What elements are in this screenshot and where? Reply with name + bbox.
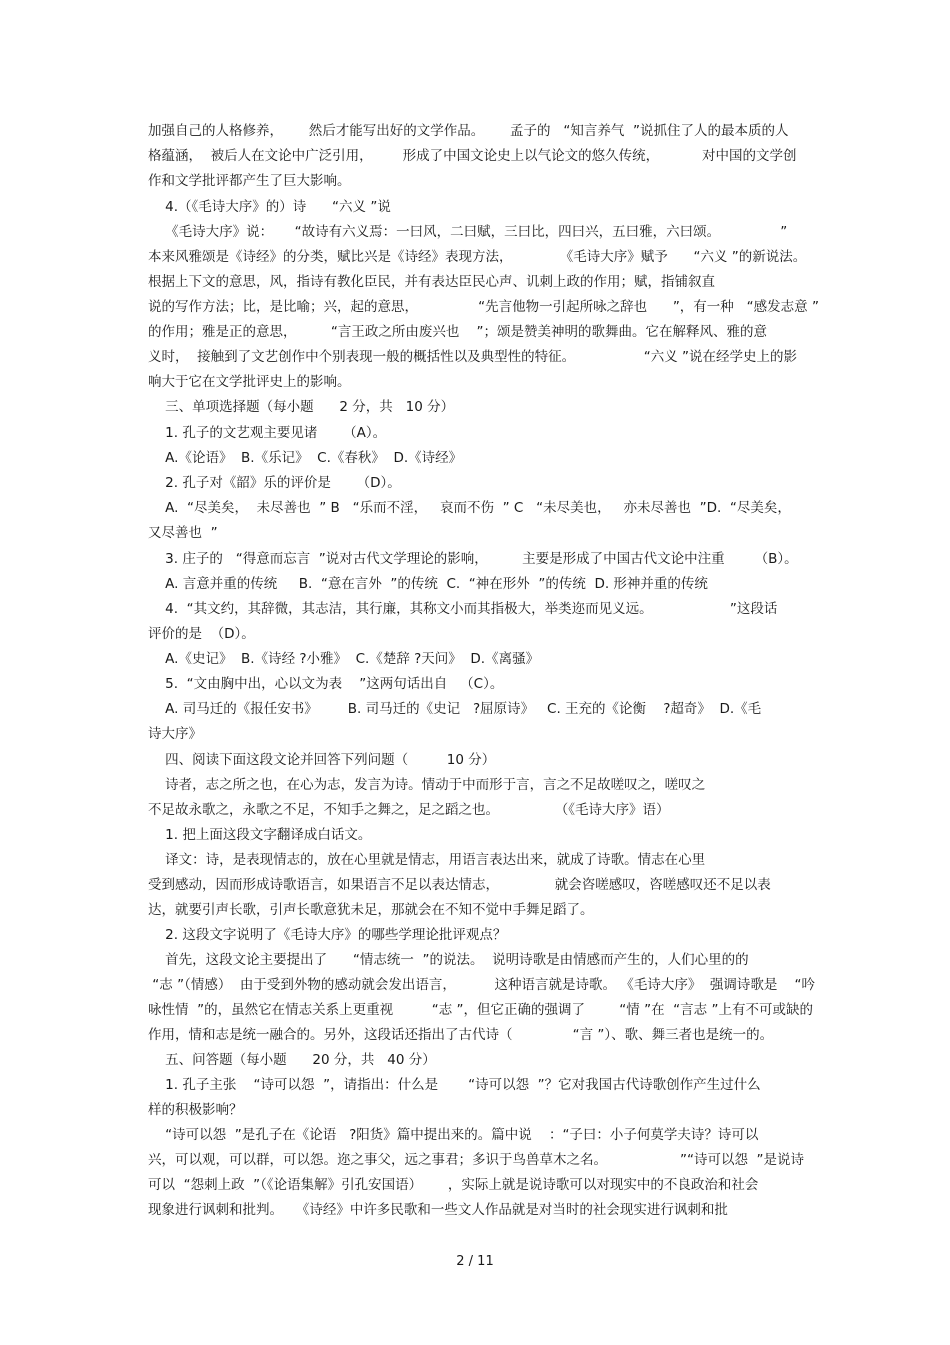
text-line: 本来风雅颂是《诗经》的分类，赋比兴是《诗经》表现方法， 《毛诗大序》赋予 “六义 ”的新说法。 [148, 249, 807, 265]
text-line: 诗大序》 [148, 726, 202, 742]
text-line: 4.（《毛诗大序》的）诗 “六义 ”说 [148, 199, 391, 215]
text-line: 1. 孔子主张 “诗可以怨 ”，请指出：什么是 “诗可以怨 ”？它对我国古代诗歌创作产生过什么 [148, 1077, 761, 1093]
text-line: 四、阅读下面这段文论并回答下列问题（ 10 分） [148, 752, 496, 768]
text-line: 根据上下文的意思，风，指诗有教化臣民，并有表达臣民心声、讥刺上政的作用；赋，指铺叙直 [148, 274, 715, 290]
text-line: 又尽善也 ” [148, 525, 218, 541]
text-line: 评价的是 （D）。 [148, 626, 255, 642]
text-line: 格蕴涵， 被后人在文论中广泛引用， 形成了中国文论史上以气论文的悠久传统， 对中国的文学创 [148, 148, 797, 164]
text-line: 受到感动，因而形成诗歌语言，如果语言不足以表达情志， 就会咨嗟感叹，咨嗟感叹还不足以表 [148, 877, 771, 893]
text-line: 响大于它在文学批评史上的影响。 [148, 374, 351, 390]
text-line: A. “尽美矣， 未尽善也 ” B “乐而不淫， 哀而不伤 ” C “未尽美也， 亦未尽善也 ”D. “尽美矣， [148, 500, 791, 516]
text-line: 1. 孔子的文艺观主要见诸 （A）。 [148, 425, 387, 441]
text-line: 现象进行讽刺和批判。 《诗经》中许多民歌和一些文人作品就是对当时的社会现实进行讽刺和批 [148, 1202, 728, 1218]
text-line: 作和文学批评都产生了巨大影响。 [148, 173, 351, 189]
text-line: 1. 把上面这段文字翻译成白话文。 [148, 827, 372, 843]
page-number: 2 / 11 [456, 1254, 494, 1269]
text-line: 样的积极影响？ [148, 1102, 243, 1118]
text-line: A.《史记》 B.《诗经 ?小雅》 C.《楚辞 ?天问》 D.《离骚》 [148, 651, 540, 667]
text-line: 4. “其文约，其辞微，其志洁，其行廉，其称文小而其指极大，举类迩而见义远。 ”这段话 [148, 601, 778, 617]
text-line: 《毛诗大序》说： “故诗有六义焉：一曰风，二曰赋，三曰比，四曰兴，五曰雅，六曰颂。 ” [148, 224, 788, 240]
text-line: 五、问答题（每小题 20 分，共 40 分） [148, 1052, 436, 1068]
text-line: 2. 这段文字说明了《毛诗大序》的哪些学理论批评观点？ [148, 927, 507, 943]
text-line: 译文：诗，是表现情志的，放在心里就是情志，用语言表达出来，就成了诗歌。情志在心里 [148, 852, 706, 868]
text-line: 3. 庄子的 “得意而忘言 ”说对古代文学理论的影响， 主要是形成了中国古代文论中注重 （B）。 [148, 551, 798, 567]
text-line: A. 司马迁的《报任安书》 B. 司马迁的《史记 ?屈原诗》 C. 王充的《论衡 ?超奇》 D.《毛 [148, 701, 762, 717]
text-line: “诗可以怨 ”是孔子在《论语 ?阳货》篇中提出来的。篇中说 ：“子曰：小子何莫学夫诗？诗可以 [148, 1127, 759, 1143]
text-line: 首先，这段文论主要提出了 “情志统一 ”的说法。 说明诗歌是由情感而产生的，人们心里的的 [148, 952, 749, 968]
text-line: A. 言意并重的传统 B. “意在言外 ”的传统 C. “神在形外 ”的传统 D. 形神并重的传统 [148, 576, 708, 592]
text-line: 的作用；雅是正的意思， “言王政之所由废兴也 ”；颂是赞美神明的歌舞曲。它在解释风、雅的意 [148, 324, 767, 340]
text-line: “志 ”（情感） 由于受到外物的感动就会发出语言， 这种语言就是诗歌。 《毛诗大序》 强调诗歌是 “吟 [148, 977, 816, 993]
text-line: 咏性情 ”的，虽然它在情志关系上更重视 “志 ”，但它正确的强调了 “情 ”在 “言志 ”上有不可或缺的 [148, 1002, 813, 1018]
text-line: 5. “文由胸中出，心以文为表 ”这两句话出自 （C）。 [148, 676, 504, 692]
text-line: 义时， 接触到了文艺创作中个别表现一般的概括性以及典型性的特征。 “六义 ”说在经学史上的影 [148, 349, 798, 365]
text-line: 加强自己的人格修养， 然后才能写出好的文学作品。 孟子的 “知言养气 ”说抓住了人的最本质的人 [148, 123, 789, 139]
text-line: 兴，可以观，可以群，可以怨。迩之事父，远之事君；多识于鸟兽草木之名。 ”“诗可以怨 ”是说诗 [148, 1152, 805, 1168]
text-line: A.《论语》 B.《乐记》 C.《春秋》 D.《诗经》 [148, 450, 463, 466]
text-line: 2. 孔子对《韶》乐的评价是 （D）。 [148, 475, 401, 491]
text-line: 三、单项选择题（每小题 2 分，共 10 分） [148, 399, 455, 415]
text-line: 可以 “怨刺上政 ”（《论语集解》引孔安国语） ，实际上就是说诗歌可以对现实中的不良政治和社会 [148, 1177, 759, 1193]
text-line: 诗者，志之所之也，在心为志，发言为诗。情动于中而形于言，言之不足故嗟叹之，嗟叹之 [148, 777, 706, 793]
text-line: 作用，情和志是统一融合的。另外，这段话还指出了古代诗（ “言 ”）、歌、舞三者也是统一的。 [148, 1027, 774, 1043]
text-line: 说的写作方法；比，是比喻；兴，起的意思， “先言他物一引起所咏之辞也 ”，有一种 “感发志意 ” [148, 299, 819, 315]
text-line: 达，就要引声长歌，引声长歌意犹未足，那就会在不知不觉中手舞足蹈了。 [148, 902, 594, 918]
text-line: 不足故永歌之，永歌之不足，不知手之舞之，足之蹈之也。 （《毛诗大序》语） [148, 802, 670, 818]
